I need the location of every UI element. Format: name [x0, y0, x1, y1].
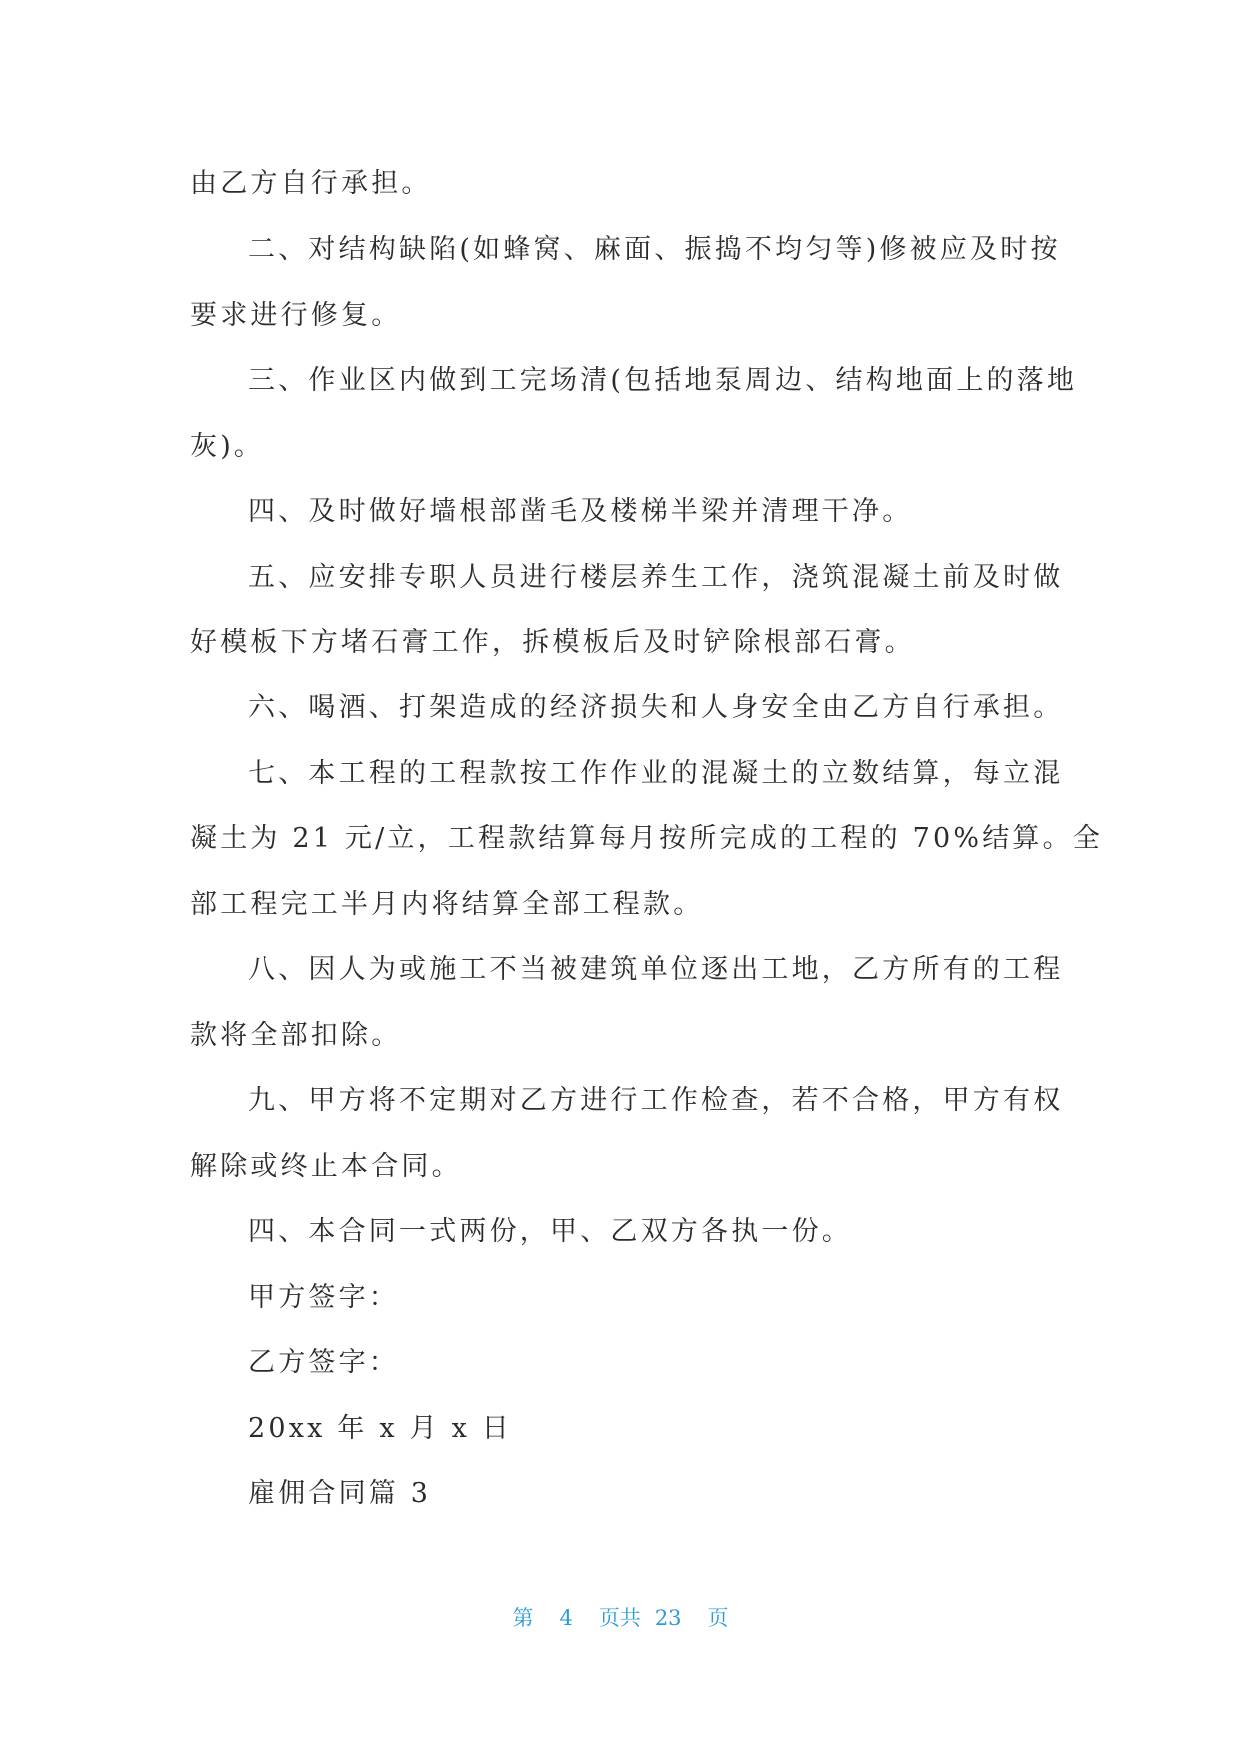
footer-suffix: 页 [707, 1606, 729, 1630]
footer-prefix: 第 [512, 1606, 534, 1630]
paragraph-line: 要求进行修复。 [190, 300, 402, 331]
paragraph-line: 五、应安排专职人员进行楼层养生工作，浇筑混凝土前及时做 [248, 562, 1064, 593]
signature-label-party-b: 乙方签字： [248, 1347, 399, 1378]
paragraph-line: 款将全部扣除。 [190, 1020, 402, 1051]
paragraph-line: 灰)。 [190, 431, 265, 462]
paragraph-line: 三、作业区内做到工完场清(包括地泵周边、结构地面上的落地 [248, 365, 1078, 396]
signature-label-party-a: 甲方签字： [248, 1282, 399, 1313]
paragraph-line: 八、因人为或施工不当被建筑单位逐出工地，乙方所有的工程 [248, 954, 1064, 985]
paragraph-line: 七、本工程的工程款按工作作业的混凝土的立数结算，每立混 [248, 758, 1064, 789]
paragraph-line: 四、本合同一式两份，甲、乙双方各执一份。 [248, 1216, 852, 1247]
paragraph-line: 六、喝酒、打架造成的经济损失和人身安全由乙方自行承担。 [248, 692, 1064, 723]
paragraph-line: 二、对结构缺陷(如蜂窝、麻面、振捣不均匀等)修被应及时按 [248, 234, 1061, 265]
paragraph-line: 由乙方自行承担。 [190, 168, 432, 199]
section-heading: 雇佣合同篇 3 [248, 1478, 432, 1509]
date-line: 20xx 年 x 月 x 日 [248, 1413, 512, 1444]
paragraph-line: 好模板下方堵石膏工作，拆模板后及时铲除根部石膏。 [190, 627, 915, 658]
footer-current-page: 4 [559, 1606, 573, 1630]
paragraph-line: 九、甲方将不定期对乙方进行工作检查，若不合格，甲方有权 [248, 1085, 1064, 1116]
paragraph-line: 凝土为 21 元/立，工程款结算每月按所完成的工程的 70%结算。全 [190, 823, 1104, 854]
footer-middle: 页共 [598, 1606, 641, 1630]
paragraph-line: 解除或终止本合同。 [190, 1151, 462, 1182]
paragraph-line: 四、及时做好墙根部凿毛及楼梯半梁并清理干净。 [248, 496, 913, 527]
footer-total-pages: 23 [654, 1606, 682, 1630]
page-footer [0, 1604, 1241, 1632]
paragraph-line: 部工程完工半月内将结算全部工程款。 [190, 889, 704, 920]
